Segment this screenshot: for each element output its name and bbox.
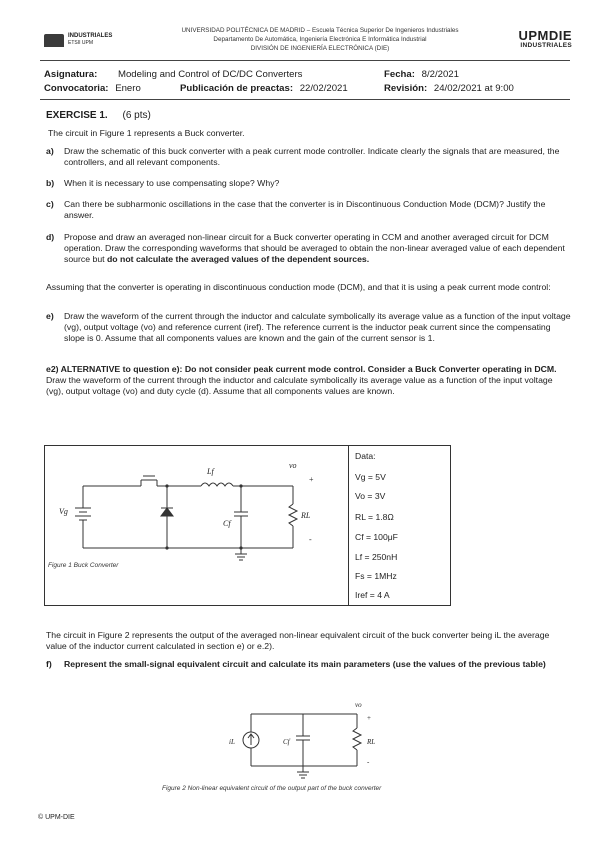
exercise-points: (6 pts) (122, 110, 151, 121)
label-lf: Lf (207, 467, 214, 476)
figure-2 (225, 700, 395, 780)
question-a-text: Draw the schematic of this buck converter with a peak current mode controller. Indicate clearly the signals that are measured, the controllers, and all relevant components. (64, 146, 560, 167)
exercise-intro: The circuit in Figure 1 represents a Buck converter. (48, 128, 245, 138)
output-equivalent-circuit (225, 700, 395, 780)
subject-value: Modeling and Control of DC/DC Converters (117, 69, 303, 80)
label-plus: + (309, 475, 314, 484)
institution-line-3: DIVISIÓN DE INGENIERÍA ELECTRÓNICA (DIE) (250, 45, 390, 52)
footer-copyright: © UPM-DIE (38, 814, 75, 821)
fig2-label-cf: Cf (283, 738, 290, 746)
question-f-letter: f) (46, 659, 52, 669)
question-d-letter: d) (46, 232, 55, 242)
call-row (44, 83, 141, 94)
dcm-assumption: Assuming that the converter is operating in discontinuous conduction mode (DCM), and that it is using a peak current mode control: (46, 282, 551, 292)
revision-row (384, 83, 514, 94)
logo-subtext: ETSII UPM (68, 40, 94, 46)
publication-value: 22/02/2021 (299, 83, 348, 94)
figure-1-caption: Figure 1 Buck Converter (48, 562, 119, 569)
meta-divider (40, 99, 570, 100)
exercise-number: EXERCISE 1. (46, 110, 108, 121)
data-vo: Vo = 3V (355, 491, 386, 501)
fig2-label-rl: RL (367, 738, 376, 746)
etsii-logo (44, 32, 144, 48)
fig2-resistor-symbol (353, 728, 361, 750)
question-e2-plain: Draw the waveform of the current through the inductor and calculate symbolically its average value as a function of the input voltage (vg), output voltage (vo) and duty cycle (d). Assume that all components values are known. (46, 375, 553, 396)
publication-row (180, 83, 348, 94)
label-rl: RL (301, 511, 311, 520)
upmdie-logo-subtitle: INDUSTRIALES (520, 42, 572, 49)
question-a-letter: a) (46, 146, 54, 156)
institution-line-2: Departamento De Automática, Ingeniería Electrónica E Informática Industrial (213, 36, 427, 43)
node-dot-1 (165, 484, 168, 487)
question-e2-text (46, 364, 570, 397)
data-vg: Vg = 5V (355, 472, 386, 482)
label-vo: vo (289, 461, 297, 470)
data-title: Data: (355, 451, 376, 461)
date-row (384, 69, 459, 80)
question-b-letter: b) (46, 178, 55, 188)
data-fs: Fs = 1MHz (355, 571, 397, 581)
call-value: Enero (115, 83, 141, 94)
data-lf: Lf = 250nH (355, 552, 398, 562)
exercise-title (46, 110, 151, 121)
diode-symbol (161, 508, 173, 516)
building-icon (44, 34, 64, 47)
question-b-text: When it is necessary to use compensating slope? Why? (64, 178, 280, 188)
question-d-text-plain: Propose and draw an averaged non-linear circuit for a Buck converter operating in CCM and another averaged circuit for DCM operation. Draw the corresponding waveforms that should be averaged to obtain the non-linear averaged value of each dependent source but (64, 232, 565, 264)
label-vg: Vg (59, 507, 68, 516)
question-d-text-bold: do not calculate the averaged values of the dependent sources. (107, 254, 370, 264)
question-c-text: Can there be subharmonic oscillations in the case that the converter is in Discontinuous Conduction Mode (DCM)? Justify the answer. (64, 199, 546, 220)
buck-converter-schematic (45, 446, 350, 607)
data-iref: Iref = 4 A (355, 590, 390, 600)
question-e-text: Draw the waveform of the current through the inductor and calculate symbolically its average value as a function of the input voltage (vg), output voltage (vo) and reference current (iref). The reference current is the inductor peak current since the compensating slope is 0. Assume that all components values are known and the gain of the current sensor is 1. (64, 311, 571, 343)
header-divider (40, 60, 570, 61)
fig2-label-il: iL (229, 738, 235, 746)
figure-2-caption: Figure 2 Non-linear equivalent circuit of the output part of the buck converter (162, 785, 382, 792)
logo-text: INDUSTRIALES (68, 33, 113, 39)
label-cf: Cf (223, 519, 231, 528)
date-label: Fecha: (384, 69, 415, 80)
label-minus: - (309, 535, 312, 544)
question-e-letter: e) (46, 311, 54, 321)
question-c-letter: c) (46, 199, 54, 209)
data-table (349, 445, 451, 606)
date-value: 8/2/2021 (421, 69, 459, 80)
node-dot-4 (239, 546, 242, 549)
revision-value: 24/02/2021 at 9:00 (433, 83, 514, 94)
node-dot-2 (239, 484, 242, 487)
inductor-symbol (201, 483, 233, 486)
data-cf: Cf = 100μF (355, 532, 398, 542)
institution-header (150, 26, 490, 53)
subject-label: Asignatura: (44, 69, 98, 80)
question-e2-bold: e2) ALTERNATIVE to question e): Do not consider peak current mode control. Consider a Buck Converter operating in DCM. (46, 364, 557, 374)
subject-row (44, 69, 302, 80)
upmdie-logo (500, 30, 572, 49)
question-f-text: Represent the small-signal equivalent circuit and calculate its main parameters (use the values of the previous table) (64, 659, 546, 669)
data-rl: RL = 1.8Ω (355, 512, 394, 522)
fig2-label-plus: + (367, 714, 371, 722)
node-dot-3 (165, 546, 168, 549)
call-label: Convocatoria: (44, 83, 109, 94)
revision-label: Revisión: (384, 83, 428, 94)
figure-1-box (44, 445, 349, 606)
figure-2-intro: The circuit in Figure 2 represents the output of the averaged non-linear equivalent circuit of the buck converter being iL the average value of the inductor current calculated in section e) or e.2). (46, 630, 550, 651)
publication-label: Publicación de preactas: (180, 83, 294, 94)
resistor-symbol (289, 504, 297, 526)
fig2-label-minus: - (367, 758, 370, 766)
upmdie-logo-title: UPMDIE (518, 28, 572, 43)
institution-line-1: UNIVERSIDAD POLITÉCNICA DE MADRID – Escuela Técnica Superior De Ingenieros Industriales (181, 27, 459, 34)
fig2-label-vo: vo (355, 701, 362, 709)
question-d-text (64, 232, 572, 265)
